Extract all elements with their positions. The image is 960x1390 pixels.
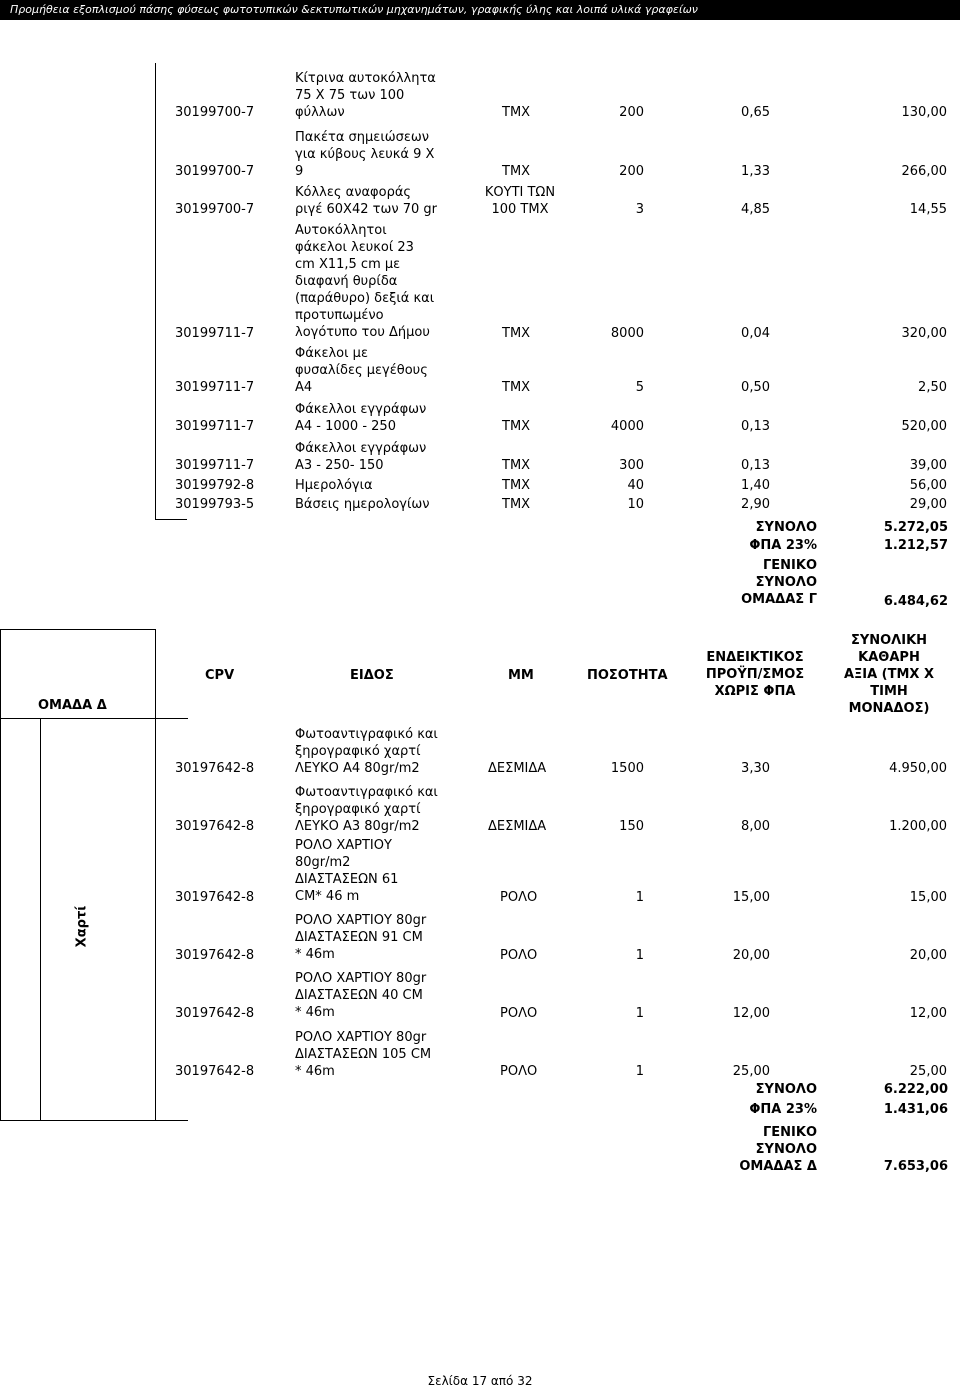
item-cell: ΡΟΛΟ ΧΑΡΤΙΟΥ 80gr ΔΙΑΣΤΑΣΕΩΝ 91 CM * 46m (295, 913, 427, 962)
total-cell: 39,00 (909, 458, 947, 473)
item-cell: Φάκελοι με φυσαλίδες μεγέθους Α4 (295, 346, 428, 395)
cpv-cell: 30197642-8 (175, 1006, 255, 1021)
total-cell: 130,00 (901, 105, 947, 120)
price-cell: 20,00 (732, 948, 770, 963)
gc-grand-value: 6.484,62 (883, 594, 948, 609)
price-cell: 0,50 (741, 380, 770, 395)
cpv-cell: 30199700-7 (175, 105, 255, 120)
unit-cell: ΤΜΧ (502, 164, 531, 179)
item-cell: ΡΟΛΟ ΧΑΡΤΙΟΥ 80gr ΔΙΑΣΤΑΣΕΩΝ 40 CM * 46m (295, 971, 427, 1020)
price-cell: 4,85 (741, 202, 770, 217)
item-cell: Φάκελλοι εγγράφων Α4 - 1000 - 250 (295, 402, 427, 434)
qty-cell: 1 (635, 1006, 644, 1021)
qty-cell: 200 (619, 105, 644, 120)
unit-cell: ΔΕΣΜΙΔΑ (488, 761, 547, 776)
page-footer: Σελίδα 17 από 32 (427, 1374, 533, 1388)
cpv-cell: 30197642-8 (175, 761, 255, 776)
qty-cell: 40 (627, 478, 644, 493)
unit-cell: ΔΕΣΜΙΔΑ (488, 819, 547, 834)
unit-cell: ΤΜΧ (502, 478, 531, 493)
item-cell: Αυτοκόλλητοι φάκελοι λευκοί 23 cm X11,5 cm με διαφανή θυρίδα (παράθυρο) δεξιά και προτυπωμένο λογότυπο του Δήμου (295, 223, 435, 340)
cpv-cell: 30199700-7 (175, 202, 255, 217)
total-cell: 4.950,00 (889, 761, 947, 776)
item-cell: Κόλλες αναφοράς ριγέ 60Χ42 των 70 gr (295, 185, 438, 217)
qty-cell: 8000 (610, 326, 644, 341)
cpv-cell: 30199711-7 (175, 326, 255, 341)
price-cell: 12,00 (732, 1006, 770, 1021)
cpv-cell: 30197642-8 (175, 1064, 255, 1079)
price-cell: 0,65 (741, 105, 770, 120)
gc-sum-value: 5.272,05 (883, 520, 948, 535)
unit-cell: ΤΜΧ (502, 419, 531, 434)
cpv-cell: 30197642-8 (175, 819, 255, 834)
qty-cell: 10 (627, 497, 644, 512)
item-cell: Ημερολόγια (295, 478, 373, 493)
price-cell: 1,40 (741, 478, 770, 493)
item-cell: Φωτοαντιγραφικό και ξηρογραφικό χαρτί ΛΕΥΚΟ Α3 80gr/m2 (295, 785, 438, 834)
gd-sum-label: ΣΥΝΟΛΟ (755, 1082, 817, 1097)
price-cell: 0,13 (741, 458, 770, 473)
total-cell: 1.200,00 (889, 819, 947, 834)
gd-left-border (0, 629, 1, 1121)
item-cell: ΡΟΛΟ ΧΑΡΤΙΟΥ 80gr ΔΙΑΣΤΑΣΕΩΝ 105 CM * 46m (295, 1030, 432, 1079)
qty-cell: 1 (635, 1064, 644, 1079)
price-cell: 2,90 (741, 497, 770, 512)
unit-cell: ΤΜΧ (502, 380, 531, 395)
gd-grand-label: ΓΕΝΙΚΟ ΣΥΝΟΛΟ ΟΜΑΔΑΣ Δ (739, 1125, 817, 1174)
cpv-cell: 30199711-7 (175, 380, 255, 395)
item-cell: Φωτοαντιγραφικό και ξηρογραφικό χαρτί ΛΕΥΚΟ Α4 80gr/m2 (295, 727, 438, 776)
gd-header-bottom (155, 718, 188, 719)
total-cell: 15,00 (909, 890, 947, 905)
gd-side-label: Χαρτί (74, 905, 90, 948)
unit-cell: ΤΜΧ (502, 326, 531, 341)
total-cell: 320,00 (901, 326, 947, 341)
unit-cell: ΡΟΛΟ (500, 1006, 538, 1021)
qty-cell: 300 (619, 458, 644, 473)
gd-bottom-border (0, 1120, 188, 1121)
cpv-cell: 30199711-7 (175, 419, 255, 434)
total-cell: 266,00 (901, 164, 947, 179)
gd-header-cpv: CPV (205, 668, 235, 683)
price-cell: 15,00 (732, 890, 770, 905)
qty-cell: 1500 (610, 761, 644, 776)
gd-vat-value: 1.431,06 (883, 1102, 948, 1117)
cpv-cell: 30199793-5 (175, 497, 255, 512)
gc-grand-label: ΓΕΝΙΚΟ ΣΥΝΟΛΟ ΟΜΑΔΑΣ Γ (741, 558, 817, 607)
price-cell: 25,00 (732, 1064, 770, 1079)
cpv-cell: 30197642-8 (175, 948, 255, 963)
qty-cell: 3 (635, 202, 644, 217)
qty-cell: 150 (619, 819, 644, 834)
gc-bottom-border (155, 519, 187, 520)
item-cell: Πακέτα σημειώσεων για κύβους λευκά 9 Χ 9 (295, 130, 435, 179)
gd-vat-label: ΦΠΑ 23% (749, 1102, 817, 1117)
qty-cell: 5 (635, 380, 644, 395)
total-cell: 520,00 (901, 419, 947, 434)
qty-cell: 200 (619, 164, 644, 179)
gd-header-item: ΕΙΔΟΣ (350, 668, 394, 683)
total-cell: 2,50 (918, 380, 947, 395)
gd-top-border (0, 629, 155, 630)
gd-group-divider (0, 718, 155, 719)
total-cell: 25,00 (909, 1064, 947, 1079)
item-cell: Βάσεις ημερολογίων (295, 497, 430, 512)
gd-header-qty: ΠΟΣΟΤΗΤΑ (587, 668, 668, 683)
price-cell: 8,00 (741, 819, 770, 834)
unit-cell: ΡΟΛΟ (500, 1064, 538, 1079)
qty-cell: 4000 (610, 419, 644, 434)
item-cell: Φάκελλοι εγγράφων Α3 - 250- 150 (295, 441, 427, 473)
total-cell: 56,00 (909, 478, 947, 493)
price-cell: 1,33 (741, 164, 770, 179)
unit-cell: ΤΜΧ (502, 458, 531, 473)
gc-sum-label: ΣΥΝΟΛΟ (755, 520, 817, 535)
unit-cell: ΤΜΧ (502, 105, 531, 120)
price-cell: 3,30 (741, 761, 770, 776)
page-header: Προμήθεια εξοπλισμού πάσης φύσεως φωτοτυπικών &εκτυπωτικών μηχανημάτων, γραφικής ύλης και λοιπά υλικά γραφείων (0, 0, 960, 20)
unit-cell: ΡΟΛΟ (500, 948, 538, 963)
gd-group-label: ΟΜΑΔΑ Δ (38, 698, 107, 713)
gd-sum-value: 6.222,00 (883, 1082, 948, 1097)
unit-cell: ΡΟΛΟ (500, 890, 538, 905)
unit-cell: ΚΟΥΤΙ ΤΩΝ 100 ΤΜΧ (484, 185, 556, 217)
cpv-cell: 30197642-8 (175, 890, 255, 905)
gd-header-total: ΣΥΝΟΛΙΚΗ ΚΑΘΑΡΗ ΑΞΙΑ (ΤΜΧ Χ ΤΙΜΗ ΜΟΝΑΔΟΣ) (843, 633, 935, 716)
total-cell: 12,00 (909, 1006, 947, 1021)
qty-cell: 1 (635, 890, 644, 905)
gc-vat-value: 1.212,57 (883, 538, 948, 553)
item-cell: Κίτρινα αυτοκόλλητα 75 Χ 75 των 100 φύλλων (295, 71, 436, 120)
price-cell: 0,13 (741, 419, 770, 434)
gd-header-price: ΕΝΔΕΙΚΤΙΚΟΣ ΠΡΟΫΠ/ΣΜΟΣ ΧΩΡΙΣ ΦΠΑ (705, 650, 805, 699)
price-cell: 0,04 (741, 326, 770, 341)
gc-vat-label: ΦΠΑ 23% (749, 538, 817, 553)
unit-cell: ΤΜΧ (502, 497, 531, 512)
total-cell: 14,55 (909, 202, 947, 217)
total-cell: 29,00 (909, 497, 947, 512)
gd-header-unit: ΜΜ (508, 668, 534, 683)
cpv-cell: 30199711-7 (175, 458, 255, 473)
cpv-cell: 30199792-8 (175, 478, 255, 493)
item-cell: ΡΟΛΟ ΧΑΡΤΙΟΥ 80gr/m2 ΔΙΑΣΤΑΣΕΩΝ 61 CM* 46 m (295, 838, 399, 904)
gc-left-border (155, 63, 156, 520)
total-cell: 20,00 (909, 948, 947, 963)
qty-cell: 1 (635, 948, 644, 963)
gd-divider (155, 629, 156, 1121)
cpv-cell: 30199700-7 (175, 164, 255, 179)
gd-grand-value: 7.653,06 (883, 1159, 948, 1174)
gd-side-left (40, 718, 41, 1121)
